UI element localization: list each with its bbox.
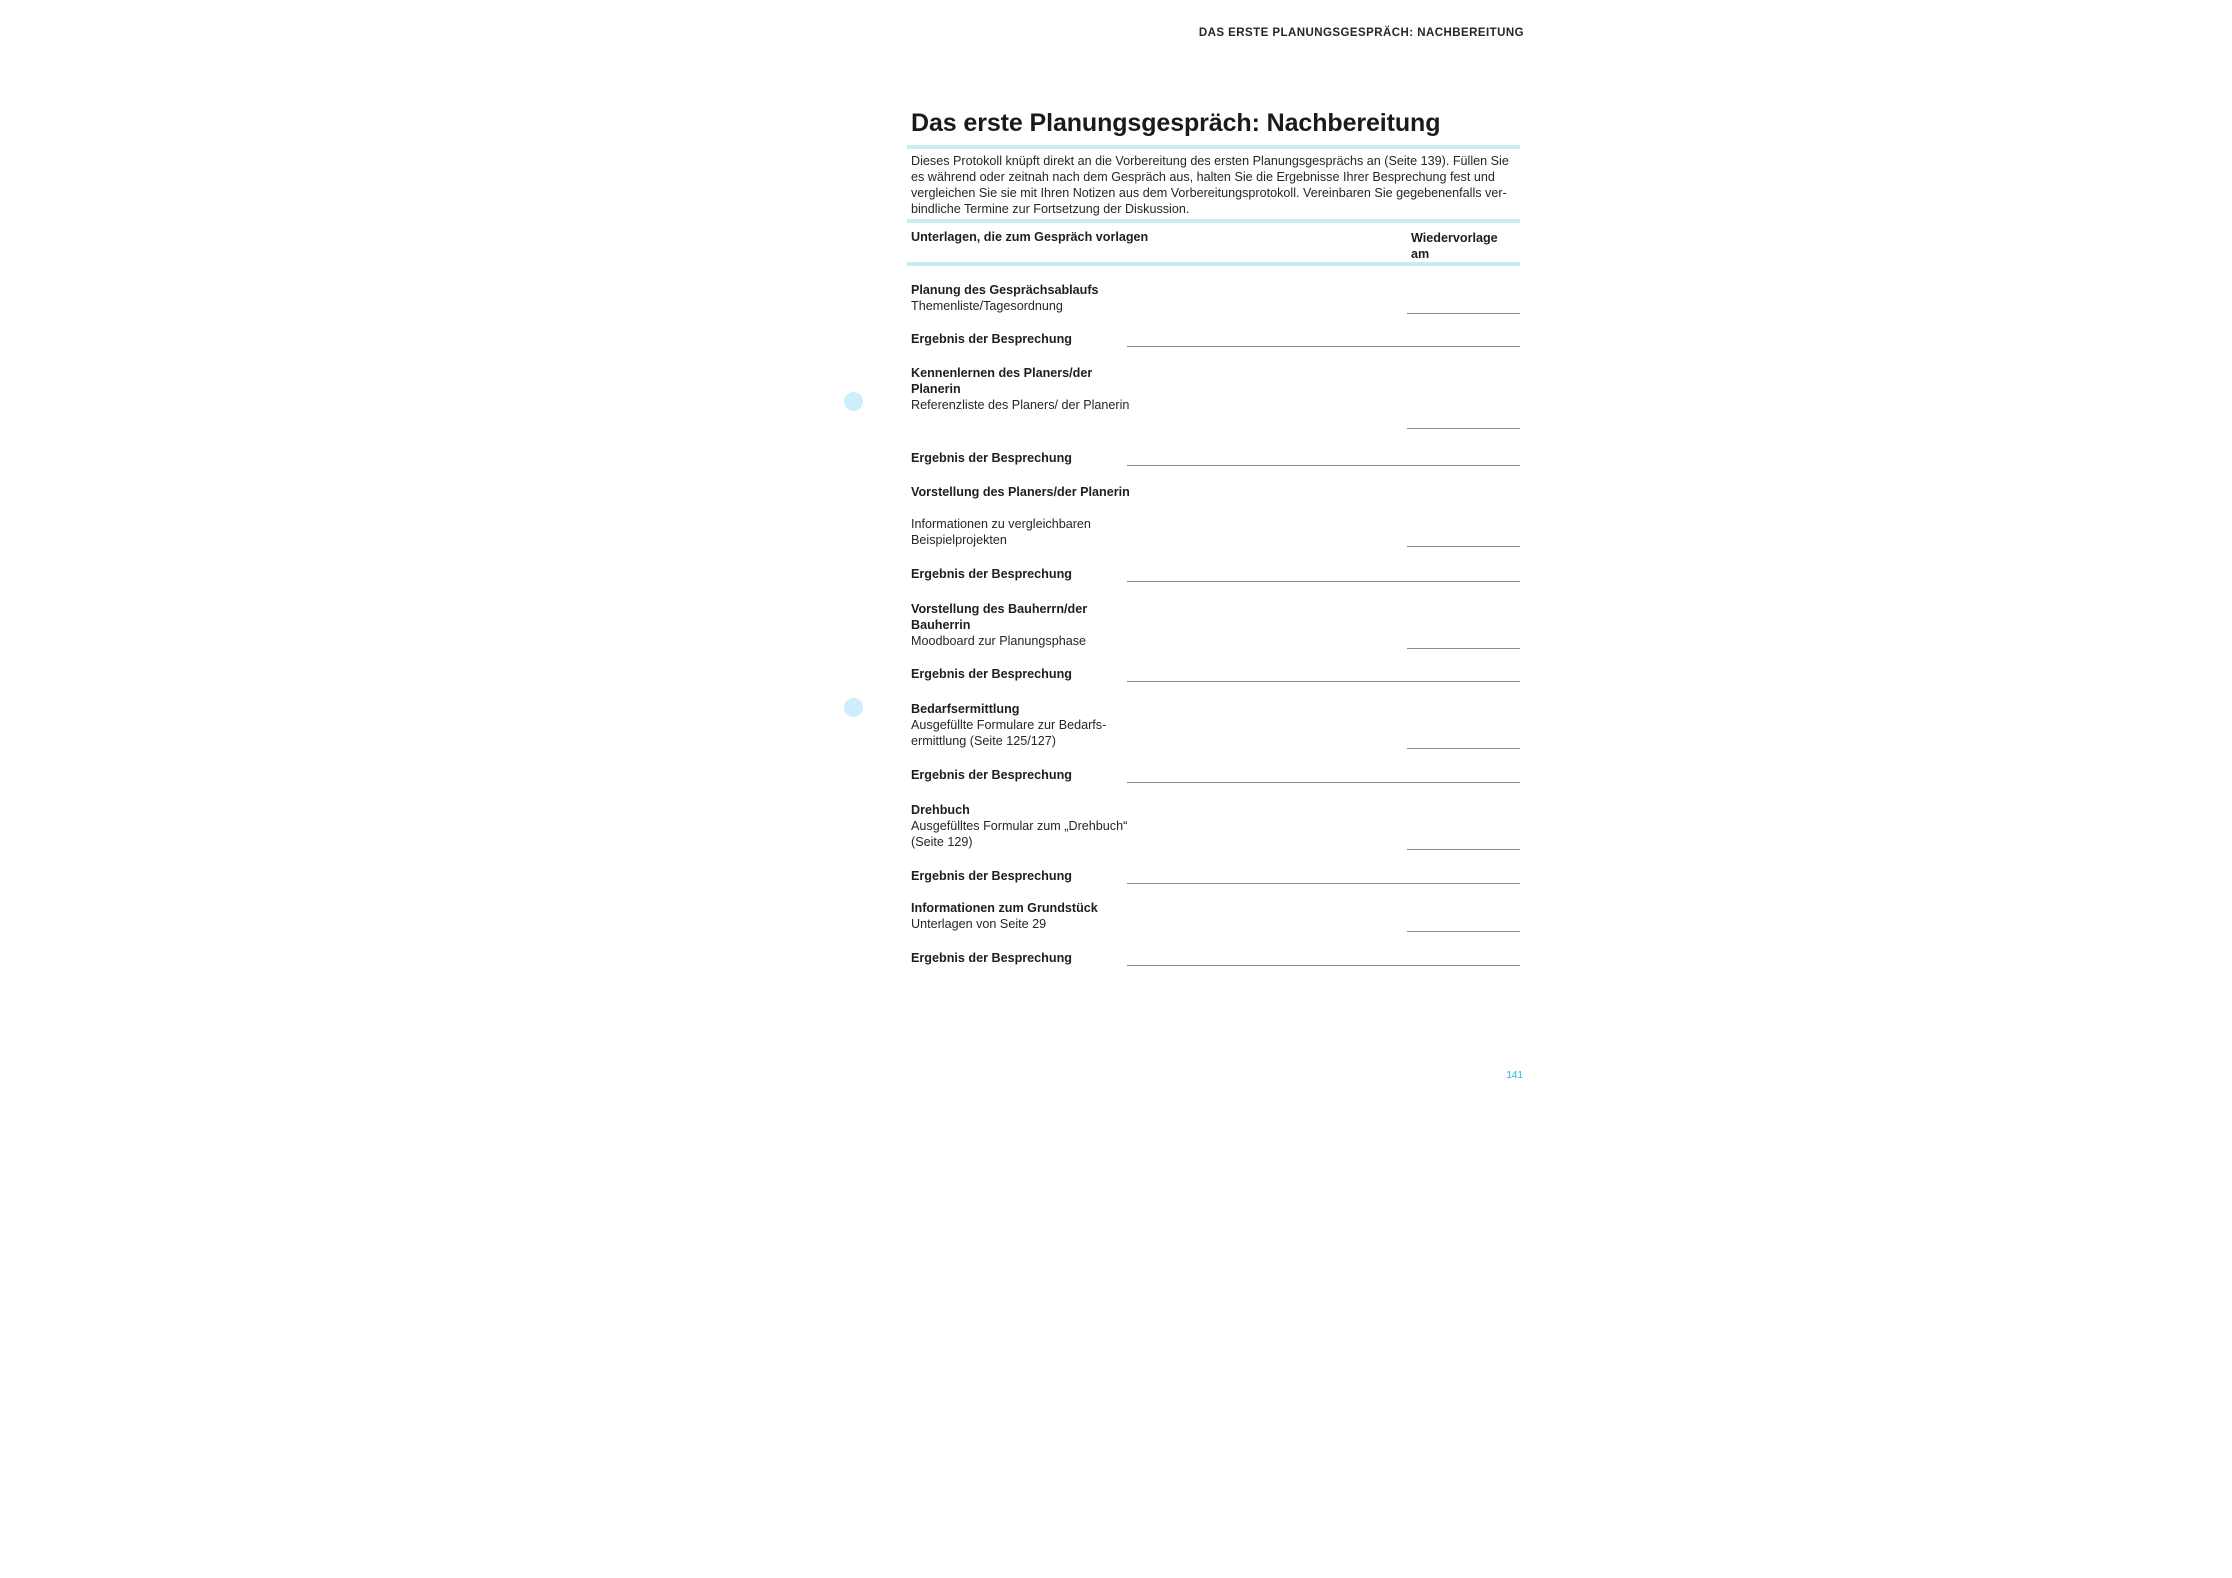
item-subtitle: Moodboard zur Planungsphase [911,634,1087,648]
followup-date-field[interactable] [1407,428,1520,429]
result-field[interactable] [1127,465,1520,466]
result-field[interactable] [1127,581,1520,582]
punch-hole-marker [844,698,863,717]
punch-hole-marker [844,392,863,411]
item-subtitle: Themenliste/Tagesordnung [911,299,1063,313]
item-title: Vorstellung des Bauherrn/der Bauherrin [911,602,1088,633]
item-title: Drehbuch [911,803,970,817]
result-label: Ergebnis der Besprechung [911,451,1072,465]
result-label: Ergebnis der Besprechung [911,667,1072,681]
intro-rule [907,219,1520,223]
item-subtitle: Unterlagen von Seite 29 [911,917,1047,931]
item-title: Kennenlernen des Planers/der Planerin [911,366,1093,397]
header-rule [907,262,1520,266]
result-label: Ergebnis der Besprechung [911,869,1072,883]
item-subtitle: Ausgefüllte Formulare zur Bedarfsermittlung (Seite 125/127) [911,718,1107,749]
followup-date-field[interactable] [1407,313,1520,314]
column-header-followup: Wiedervorlage am [1411,231,1498,262]
intro-text: Dieses Protokoll knüpft direkt an die Vorbereitung des ersten Planungsgesprächs an (Seite 139). Füllen Sie es während oder zeitnah nach dem Gespräch aus, halten Sie die Ergebnisse Ihrer Besprechung fest und vergleichen Sie sie mit Ihren Notizen aus dem Vorbereitungsprotokoll. Vereinbaren Sie gegebenenfalls verbindliche Termine zur Fortsetzung der Diskussion. [911,154,1509,217]
title-rule [907,145,1520,149]
followup-date-field[interactable] [1407,648,1520,649]
result-field[interactable] [1127,681,1520,682]
form-page [907,0,1520,1100]
page-number: 141 [1506,1070,1523,1081]
result-field[interactable] [1127,883,1520,884]
result-field[interactable] [1127,346,1520,347]
running-head: DAS ERSTE PLANUNGSGESPRÄCH: NACHBEREITUNG [1198,27,1524,39]
followup-date-field[interactable] [1407,748,1520,749]
page-title: Das erste Planungsgespräch: Nachbereitung [911,109,1441,137]
column-header-documents: Unterlagen, die zum Gespräch vorlagen [911,230,1149,244]
item-subtitle: Ausgefülltes Formular zum „Drehbuch“ (Seite 129) [911,819,1128,850]
item-title: Informationen zum Grundstück [911,901,1098,915]
result-label: Ergebnis der Besprechung [911,567,1072,581]
followup-date-field[interactable] [1407,546,1520,547]
followup-date-field[interactable] [1407,849,1520,850]
result-label: Ergebnis der Besprechung [911,768,1072,782]
result-label: Ergebnis der Besprechung [911,951,1072,965]
item-subtitle: Informationen zu vergleichbaren Beispielprojekten [911,517,1091,548]
item-title: Vorstellung des Planers/der Planerin [911,485,1130,499]
item-title: Planung des Gesprächsablaufs [911,283,1099,297]
result-field[interactable] [1127,965,1520,966]
result-label: Ergebnis der Besprechung [911,332,1072,346]
followup-date-field[interactable] [1407,931,1520,932]
result-field[interactable] [1127,782,1520,783]
item-subtitle: Referenzliste des Planers/ der Planerin [911,398,1130,412]
item-title: Bedarfsermittlung [911,702,1020,716]
